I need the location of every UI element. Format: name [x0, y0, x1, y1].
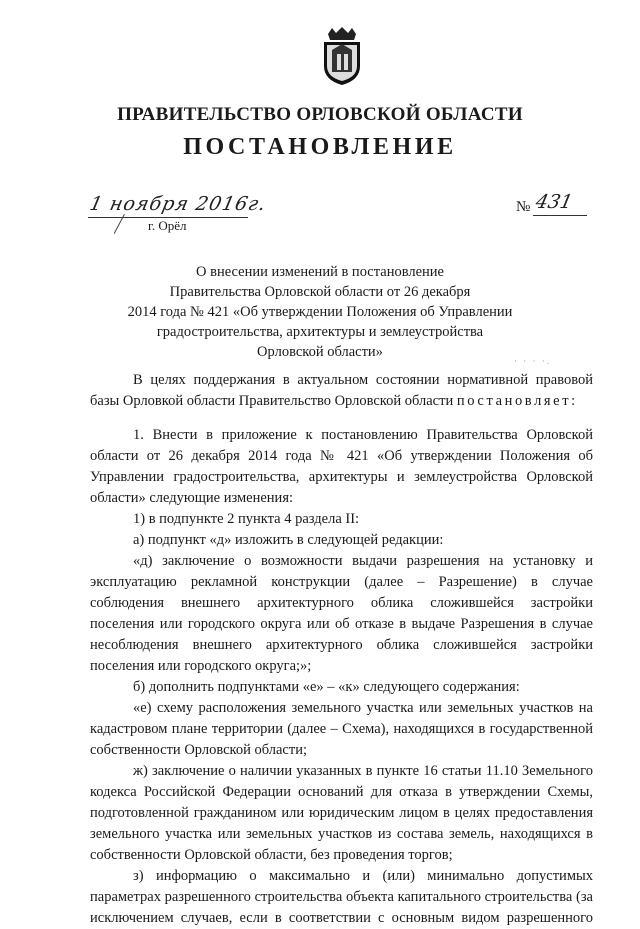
- title-line: градостроительства, архитектуры и землеустройства: [156, 324, 484, 340]
- item-paragraph: а) подпункт «д» изложить в следующей редакции:: [133, 532, 444, 548]
- item-paragraph: «е) схему расположения земельного участка или земельных участков на кадастровом плане территории (далее – Схема), находящихся в государственной собственности Орловской области;: [90, 700, 593, 758]
- document-body: [90, 370, 593, 929]
- preamble-text: В целях поддержания в актуальном состоянии нормативной правовой базы Орловкой области Правительство Орловской области: [90, 372, 593, 409]
- coat-of-arms-icon: [318, 26, 366, 86]
- handwritten-date: 1 ноября 2016г.: [87, 193, 269, 215]
- organization-name: ПРАВИТЕЛЬСТВО ОРЛОВСКОЙ ОБЛАСТИ: [117, 104, 523, 125]
- title-line: Правительства Орловской области от 26 декабря: [169, 284, 471, 300]
- item-paragraph: б) дополнить подпунктами «е» – «к» следующего содержания:: [133, 679, 520, 695]
- number-label: №: [516, 199, 531, 215]
- decree-word: постановляет:: [456, 393, 578, 409]
- handwritten-number: 431: [533, 191, 575, 213]
- item-paragraph: 1) в подпункте 2 пункта 4 раздела II:: [133, 511, 360, 527]
- scan-speck: · · · ·.: [514, 356, 551, 366]
- item-paragraph: з) информацию о максимально и (или) минимально допустимых параметрах разрешенного строительства объекта капитального строительства (за исключением случаев, если в соответствии с основным видом разрешенного: [90, 868, 593, 926]
- item-paragraph: 1. Внести в приложение к постановлению Правительства Орловской области от 26 декабря 2014 года № 421 «Об утверждении Положения об Управлении градостроительства, архитектуры и землеустройства Орловской области» следующие изменения:: [90, 427, 593, 506]
- document-type: ПОСТАНОВЛЕНИЕ: [183, 134, 457, 160]
- number-underline: [533, 215, 587, 216]
- preamble-paragraph: [90, 370, 593, 412]
- city-label: г. Орёл: [148, 218, 187, 233]
- item-paragraph: «д) заключение о возможности выдачи разрешения на установку и эксплуатацию рекламной конструкции (далее – Разрешение) в случае соблюдения внешнего архитектурного облика сложившейся застройки поселения или городского округа или об отказе в выдаче Разрешения в случае несоблюдения внешнего архитектурного облика сложившейся застройки поселения или городского округа;»;: [90, 553, 593, 674]
- title-line: 2014 года № 421 «Об утверждении Положения об Управлении: [127, 304, 513, 320]
- document-title: [0, 262, 640, 362]
- item-paragraph: ж) заключение о наличии указанных в пункте 16 статьи 11.10 Земельного кодекса Российской Федерации оснований для отказа в утверждении Схемы, подготовленной гражданином или юридическим лицом в целях предоставления земельного участка или земельных участков из состава земель, находящихся в собственности Орловской области, без проведения торгов;: [90, 763, 593, 863]
- title-line: Орловской области»: [257, 344, 383, 360]
- title-line: О внесении изменений в постановление: [196, 264, 444, 280]
